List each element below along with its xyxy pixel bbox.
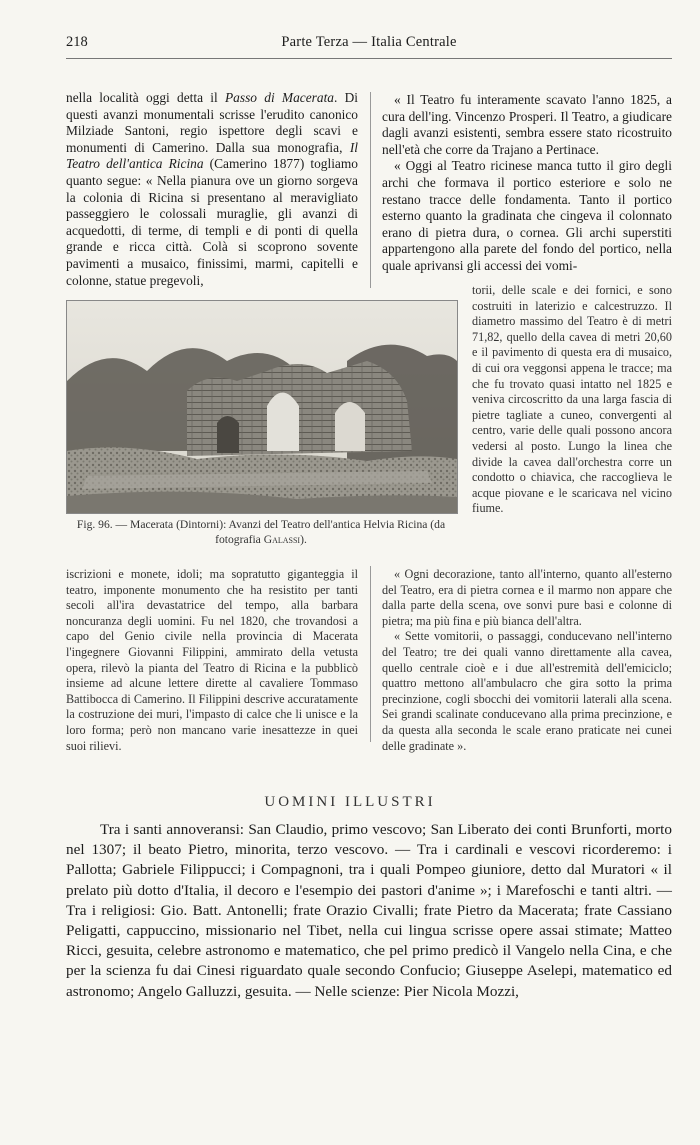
left-top-text-c: (Camerino 1877) togliamo quanto segue: « Nella pianura ove un giorno sorgeva la colonia di Ricina si presentano al meravigliato passeggiero le colossali muraglie, gli avanzi di acquedotti, di terme, di templi e di ponti di quella grande e ricca città. Colà si scoprono sovente pavimenti a musaico, finissimi, marmi, capitelli e colonne, statue pregevoli, [66, 156, 358, 288]
figure-theatre-ruins [66, 300, 458, 514]
right-bottom-paragraph-2: « Sette vomitorii, o passaggi, conducevano nell'interno del Teatro; tre dei quali vanno direttamente alla cavea, quello centrale cioè e i due all'estremità dell'emiciclo; quattro mettono all'ambulacro che gira sotto la prima precinzione, cogli sbocchi dei vomitorii laterali alla scena. Sei grandi scalinate conducevano alla prima precinzione, e da questa alla seconda le scale erano praticate nei cunei delle gradinate ». [382, 629, 672, 753]
right-top-paragraph-2: « Oggi al Teatro ricinese manca tutto il giro degli archi che formava il portico esteriore e solo ne restano tracce delle fondamenta. Tanto il portico esterno quanto la gradinata che cingeva il colonnato erano di pietra dura, o cornea. Gli archi superstiti appartengono alla parete del fondo del portico, nella quale aprivansi gli accessi dei vomi- [382, 158, 672, 273]
figure-caption-text: Fig. 96. — Macerata (Dintorni): Avanzi del Teatro dell'antica Helvia Ricina (da fotografia [76, 518, 446, 546]
section-text: Tra i santi annoveransi: San Claudio, primo vescovo; San Liberato dei conti Brunforti, morto nel 1307; il beato Pietro, minorita, terzo vescovo. — Tra i cardinali e vescovi ricorderemo: i Pallotta; Gabriele Filippucci; i Compagnoni, tra i quali Pompeo giuniore, detto dal Muratori « il prelato più dotto d'Italia, il decoro e l'esempio dei pastori d'anime »; i Marefoschi e tanti altri. — Tra i religiosi: Gio. Batt. Antonelli; frate Orazio Civalli; frate Pietro da Macerata; frate Cassiano Peligatti, cappuccino, missionario nel Tibet, nella cui lingua scrisse opere assai stimate; Matteo Ricci, gesuita, celebre astronomo e matematico, che pel primo predicò il Vangelo nella Cina, e che per la scienza fu dai Cinesi riguardato quale secondo Confucio; Giuseppe Aselepi, matematico ed astronomo; Angelo Galluzzi, gesuita. — Nelle scienze: Pier Nicola Mozzi, [66, 821, 672, 1000]
page-header [66, 34, 672, 54]
section-title: UOMINI ILLUSTRI [264, 794, 436, 810]
running-head: Parte Terza — Italia Centrale [281, 34, 457, 50]
figure-caption-end: ). [300, 532, 307, 546]
right-top-paragraph-1: « Il Teatro fu interamente scavato l'anno 1825, a cura dell'ing. Vincenzo Prosperi. Il Teatro, a giudicare dagli avanzi esistenti, sembra essere stato ricostruito nell'età che corre da Trajano a Pertinace. [382, 92, 672, 157]
left-top-text-a: nella località oggi detta il [66, 90, 225, 105]
photo-theatre-ruins [67, 301, 457, 513]
header-rule [66, 58, 672, 59]
left-column-bottom [66, 567, 358, 754]
right-column-top [382, 92, 672, 275]
right-beside-figure-text: torii, delle scale e dei fornici, e sono costruiti in laterizio e calcestruzzo. Il diametro massimo del Teatro è di metri 71,82, quello della cavea di metri 20,60 e il pavimento di questa era di musaico, di cui ora veggonsi appena le tracce; ma che fu trovato quasi intatto nel 1825 e veniva circoscritto da una larga fascia di pietre tagliate a cuneo, convergenti al centro, varie delle quali possono ancora vedersi al posto. Lungo la linea che divide la cavea dall'orchestra corre un condotto o chiavica, che raccoglieva le acque piovane e le scaricava nel vicino fiume. [472, 283, 672, 516]
column-divider-top [370, 92, 371, 288]
column-divider-bottom [370, 566, 371, 742]
figure-caption [66, 518, 456, 547]
right-bottom-paragraph-1: « Ogni decorazione, tanto all'interno, quanto all'esterno del Teatro, era di pietra cornea e il marmo non appare che dalla parte della scena, ove sonvi pure basi e colonne di pietra; ma più fina e più bianca dell'altra. [382, 567, 672, 628]
right-column-beside-figure [472, 283, 672, 517]
photo-credit: Galassi [263, 532, 301, 546]
work-title: Il Teatro dell'antica Ricina [66, 139, 358, 172]
left-column-top [66, 90, 358, 289]
left-top-text-b: . Di questi avanzi monumentali scrisse l'erudito canonico Milziade Santoni, regio ispettore degli scavi e monumenti di Camerino. Dalla sua monografia, [66, 90, 358, 155]
place-name: Passo di Macerata [225, 90, 334, 105]
right-column-bottom [382, 567, 672, 754]
left-bottom-text: iscrizioni e monete, idoli; ma sopratutto giganteggia il teatro, imponente monumento che ha resistito per tanti secoli all'ira devastatrice del tempo, alla barbara noncuranza degli uomini. Fu nel 1820, che trovandosi a capo del Genio civile nella provincia di Macerata l'ingegnere Giovanni Filippini, ammirato della vetusta opera, rilevò la pianta del Teatro di Ricina e la pubblicò insieme ad alcune lettere dirette al cavaliere Tommaso Battibocca di Camerino. Il Filippini descrive accuratamente la costruzione dei muri, l'impasto di calce che li unisce e la loro forma; però non mancano varie inesattezze in quei suoi rilievi. [66, 567, 358, 753]
section-body [66, 820, 672, 1002]
page-number: 218 [66, 34, 88, 50]
